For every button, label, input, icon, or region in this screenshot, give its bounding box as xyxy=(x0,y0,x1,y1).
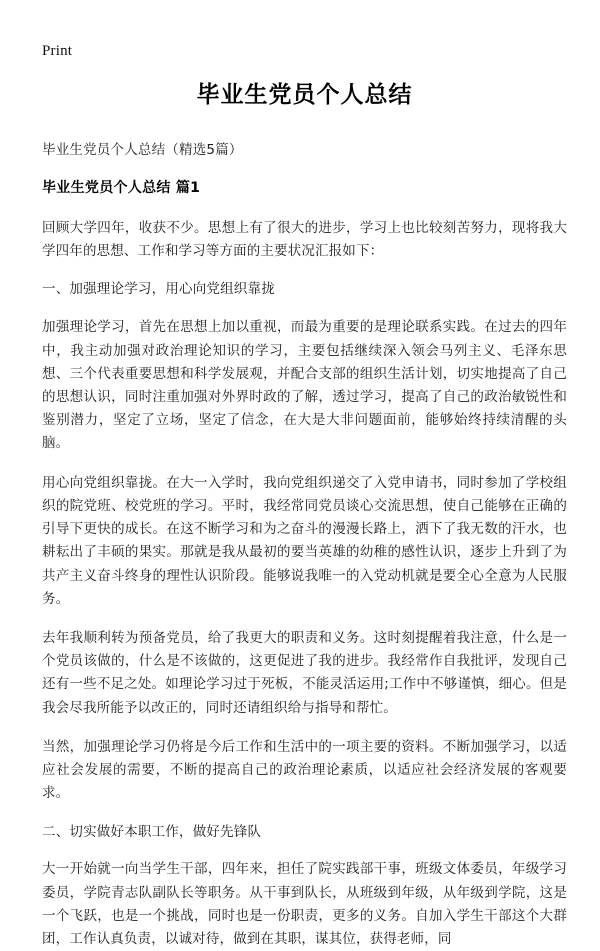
paragraph-intro: 回顾大学四年，收获不少。思想上有了很大的进步，学习上也比较刻苦努力，现将我大学四年的思想、工作和学习等方面的主要状况汇报如下： xyxy=(42,220,567,260)
document-body xyxy=(42,140,567,951)
page-title: 毕业生党员个人总结 xyxy=(196,82,413,108)
paragraph-theory-study: 加强理论学习，首先在思想上加以重视，而最为重要的是理论联系实践。在过去的四年中，我主动加强对政治理论知识的学习，主要包括继续深入领会马列主义、毛泽东思想、三个代表重要思想和科学发展观，并配合支部的组织生活计划，切实地提高了自己的思想认识，同时注重加强对外界时政的了解，透过学习，提高了自己的政治敏锐性和鉴别潜力，坚定了立场，坚定了信念，在大是大非问题面前，能够始终持续清醒的头脑。 xyxy=(42,319,567,452)
paragraph-ongoing-study: 当然，加强理论学习仍将是今后工作和生活中的一项主要的资料。不断加强学习，以适应社会发展的需要，不断的提高自己的政治理论素质，以适应社会经济发展的客观要求。 xyxy=(42,738,567,802)
print-button[interactable]: Print xyxy=(42,43,73,59)
paragraph-party-application: 用心向党组织靠拢。在大一入学时，我向党组织递交了入党申请书，同时参加了学校组织的院党班、校党班的学习。平时，我经常同党员谈心交流思想，使自己能够在正确的引导下更快的成长。在这不断学习和为之奋斗的漫漫长路上，洒下了我无数的汗水，也耕耘出了丰硕的果实。那就是我从最初的要当英雄的幼稚的感性认识，逐步上升到了为共产主义奋斗终身的理性认识阶段。能够说我唯一的入党动机就是要全心全意为人民服务。 xyxy=(42,474,567,607)
section-heading-1: 一、加强理论学习，用心向党组织靠拢 xyxy=(42,281,275,298)
section-heading-2: 二、切实做好本职工作，做好先锋队 xyxy=(42,823,262,840)
paragraph-probationary-member: 去年我顺利转为预备党员，给了我更大的职责和义务。这时刻提醒着我注意，什么是一个党员该做的，什么是不该做的，这更促进了我的进步。我经常作自我批评，发现自己还有一些不足之处。如理论学习过于死板，不能灵活运用;工作中不够谨慎，细心。但是我会尽我所能予以改正的，同时还请组织给与指导和帮忙。 xyxy=(42,629,567,716)
article-heading: 毕业生党员个人总结 篇1 xyxy=(42,180,201,196)
document-subtitle: 毕业生党员个人总结（精选5篇） xyxy=(42,141,243,158)
paragraph-student-cadre: 大一开始就一向当学生干部，四年来，担任了院实践部干事，班级文体委员，年级学习委员，学院青志队副队长等职务。从干事到队长，从班级到年级，从年级到学院，这是一个飞跃，也是一个挑战，同时也是一份职责，更多的义务。自加入学生干部这个大群团，工作认真负责，以诚对待，做到在其职，谋其位，获得老师，同 xyxy=(42,861,567,948)
